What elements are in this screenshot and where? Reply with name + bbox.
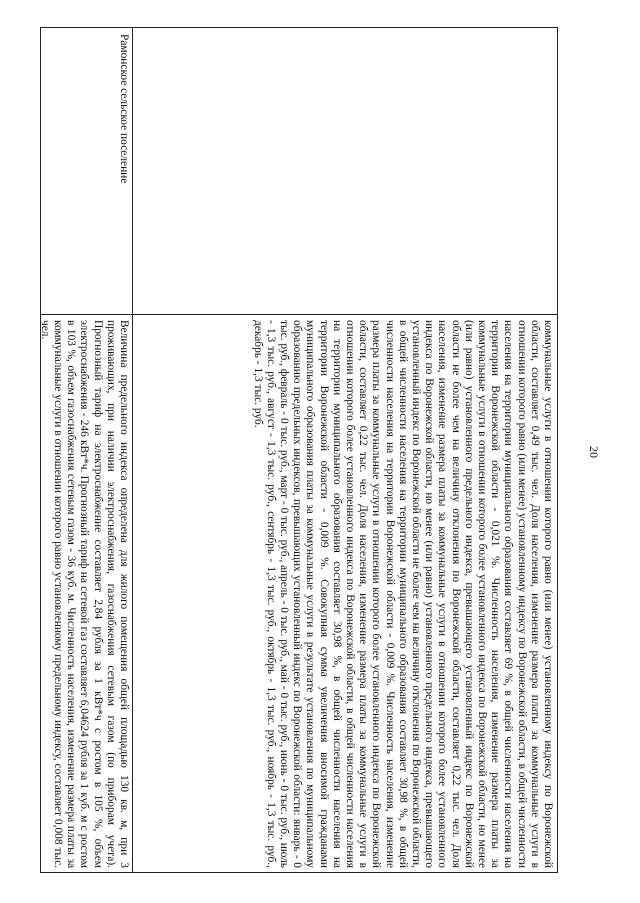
table-cell-description: коммунальные услуги в отношении которого равно (или менее) установленному индексу по Воронежской области, составляет 0,49 тыс. чел. Доля населения, изменение размера платы за коммунальные услуги в отношении которого равно (или менее) установленному индексу по Воронежской области, в общей численности населения на территории муниципального образования составляет 69 %, в общей численности населения на территории Воронежской области - 0,021 %. Численность населения, изменение размера платы за коммунальные услуги в отношении которого более установленного индекса по Воронежской области, но менее (или равно) установленного предельного индекса, превышающего установленный индекс по Воронежской области не более чем на величину отклонения по Воронежской области, составляет 0,22 тыс. чел. Доля населения, изменение размера платы за коммунальные услуги в отношении которого более установленного индекса по Воронежской области, но менее (или равно) установленного предельного индекса, превышающего установленный индекс по Воронежской области не более чем на величину отклонения по Воронежской области, в общей численности населения на территории муниципального образования составляет 30,98 %, в общей численности населения на территории Воронежской области - 0,009 %. Численность населения, изменение размера платы за коммунальные услуги в отношении которого более установленного индекса по Воронежской области, составляет 0,22 тыс. чел. Доля населения, изменение размера платы за коммунальные услуги в отношении которого более установленного индекса по Воронежской области, в общей численности населения на территории муниципального образования составляет 30,98 %, в общей численности населения на территории Воронежской области - 0,009 %. Совокупная сумма увеличения вносимой гражданами муниципального образования платы за коммунальные услуги в результате установления по муниципальному образованию предельных индексов, превышающих установленный индекс по Воронежской области: январь - 0 тыс. руб., февраль - 0 тыс. руб., март - 0 тыс. руб., апрель - 0 тыс. руб., май - 0 тыс. руб., июнь - 0 тыс. руб., июль - 1,3 тыс. руб., август - 1,3 тыс. руб., сентябрь - 1,3 тыс. руб., октябрь - 1,3 тыс. руб., ноябрь - 1,3 тыс. руб., декабрь - 1,3 тыс. руб. xyxy=(251,320,554,868)
table-cell-settlement: Рамонское сельское поселение xyxy=(118,34,130,184)
column-divider xyxy=(41,314,557,315)
rotated-table-page xyxy=(40,27,558,873)
table-cell-description: Величина предельного индекса определена для жилого помещения общей площадью 130 кв. м, при 3 проживающих, при наличии электроснабжения, газоснабжения сетевым газом (по приборам учета). Прогнозный тариф на электроснабжение составляет 2,84 рубля за 1 кВт*ч с ростом в 105 %, объем электроснабжения - 246 кВт*ч. Прогнозный тариф на сетевой газ составляет 6,04624 рубля за 1 куб. м с ростом в 103 %, объем газоснабжения сетевым газом - 36 куб. м. Численность населения, изменение размера платы за коммунальные услуги в отношении которого равно установленному предельному индексу, составляет 0,008 тыс. чел. xyxy=(38,320,130,868)
row-divider xyxy=(132,28,133,872)
table xyxy=(40,27,558,873)
page-number: 20 xyxy=(587,446,601,458)
